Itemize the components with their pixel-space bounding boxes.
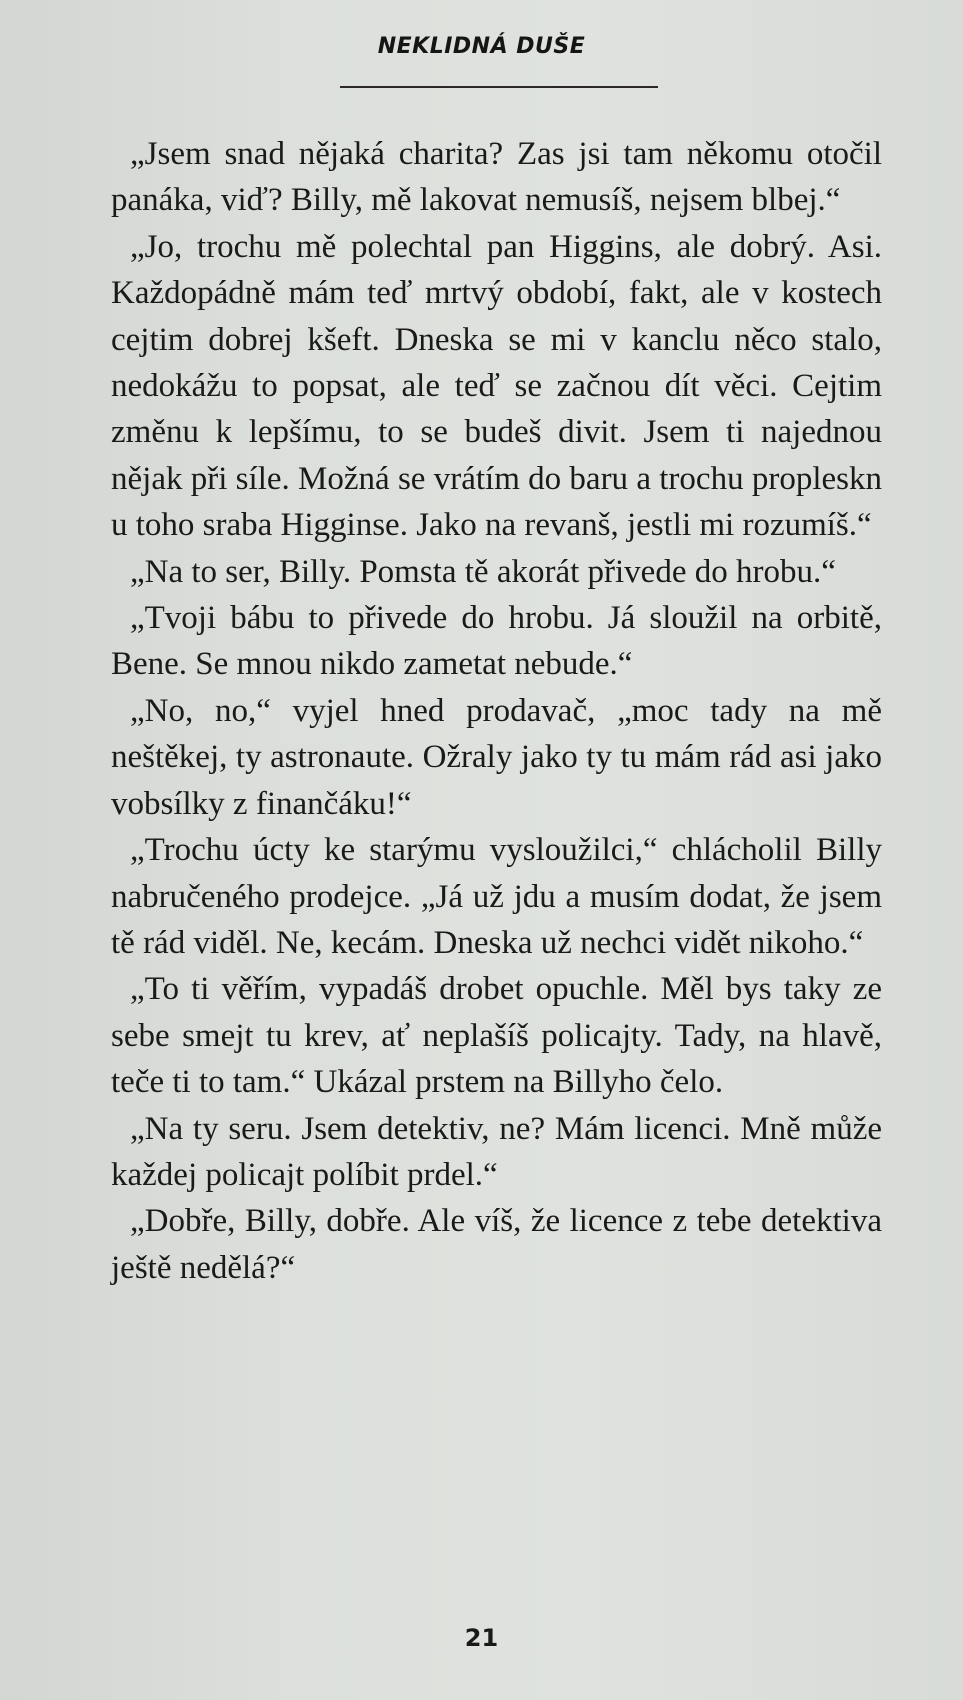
paragraph: „Na to ser, Billy. Pomsta tě akorát přivede do hrobu.“ (130, 553, 836, 590)
paragraph: „Tvoji bábu to přivede do hrobu. Já sloužil na orbitě, Bene. Se mnou nikdo zametat nebude.“ (111, 600, 882, 683)
paragraph: „No, no,“ vyjel hned prodavač, „moc tady na mě neštěkej, ty astronaute. Ožraly jako ty tu mám rád asi jako vobsílky z finančáku!“ (111, 692, 882, 822)
paragraph: „Jsem snad nějaká charita? Zas jsi tam někomu otočil panáka, viď? Billy, mě lakovat nemusíš, nejsem blbej.“ (111, 136, 882, 219)
paragraph: „Na ty seru. Jsem detektiv, ne? Mám licenci. Mně může každej policajt políbit prdel.“ (111, 1110, 882, 1193)
paragraph: „Trochu úcty ke starýmu vysloužilci,“ chlácholil Billy nabručeného prodejce. „Já už jdu a musím dodat, že jsem tě rád viděl. Ne, kecám. Dneska už nechci vidět nikoho.“ (111, 832, 882, 961)
paragraph: „To ti věřím, vypadáš drobet opuchle. Měl bys taky ze sebe smejt tu krev, ať neplašíš policajty. Tady, na hlavě, teče ti to tam.“ Ukázal prstem na Billyho čelo. (111, 971, 882, 1101)
paragraph: „Jo, trochu mě polechtal pan Higgins, ale dobrý. Asi. Každopádně mám teď mrtvý období, fakt, ale v kostech cejtim dobrej kšeft. Dneska se mi v kanclu něco stalo, nedokážu to popsat, ale teď se začnou dít věci. Cejtim změnu k lepšímu, to se budeš divit. Jsem ti najednou nějak při síle. Možná se vrátím do baru a trochu propleskn u toho sraba Higginse. Jako na revanš, jestli mi rozumíš.“ (111, 228, 882, 544)
running-head: NEKLIDNÁ DUŠE (377, 34, 586, 59)
page-number: 21 (464, 1624, 499, 1652)
body-text (111, 131, 882, 1291)
paragraph: „Dobře, Billy, dobře. Ale víš, že licence z tebe detektiva ještě nedělá?“ (111, 1203, 882, 1286)
header-rule (340, 86, 658, 88)
